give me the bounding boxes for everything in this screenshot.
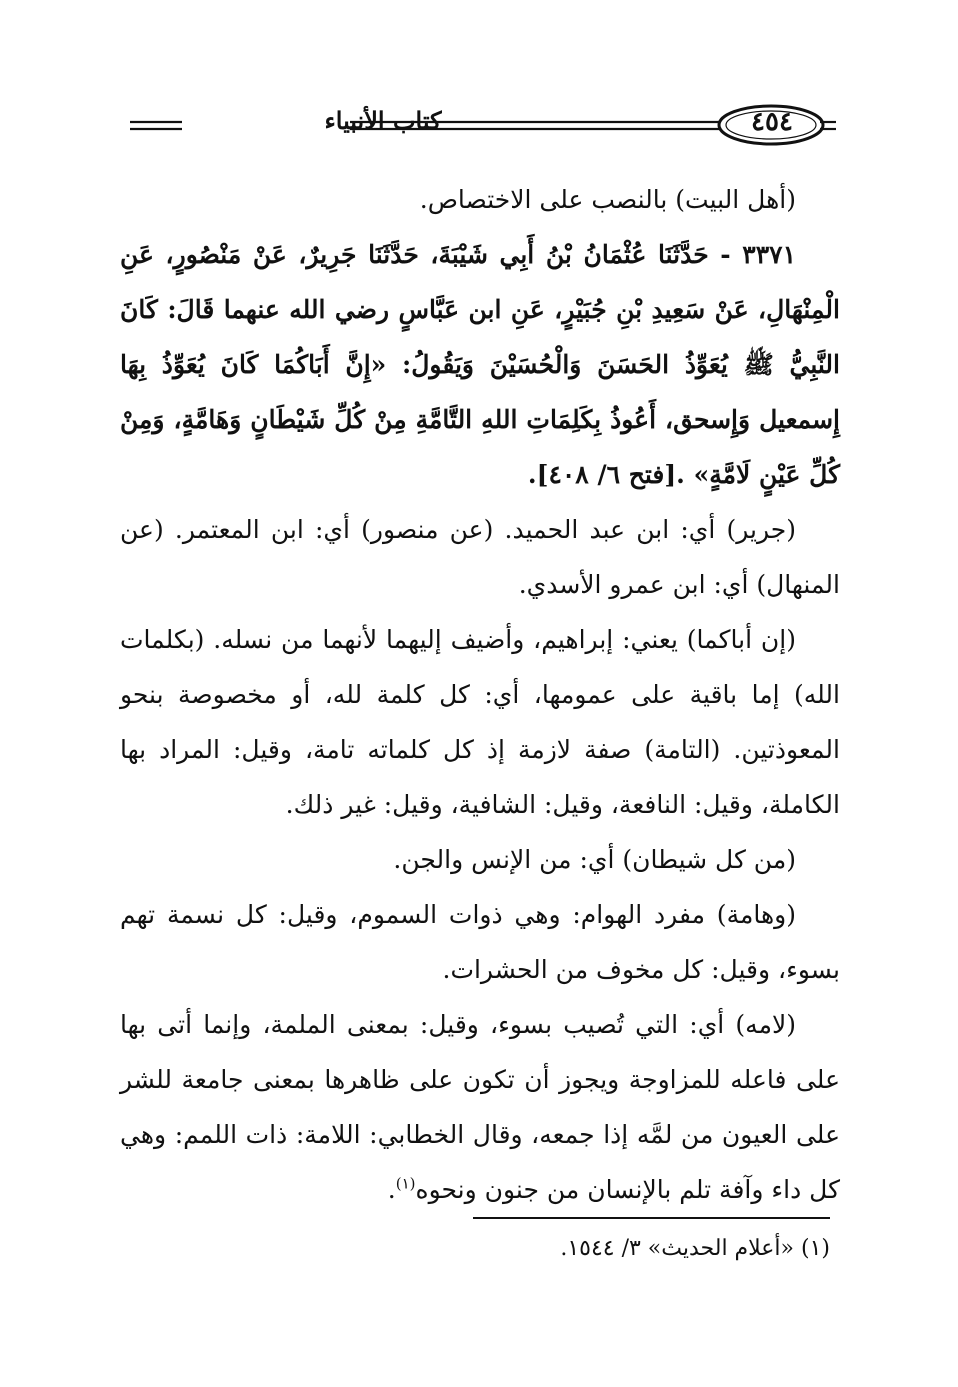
paragraph-explanation: (إن أباكما) يعني: إبراهيم، وأضيف إليهما لأنهما من نسله. (بكلمات الله) إما باقية على عمومها، أي: كل كلمة لله، أو مخصوصة بنحو المعوذتين. (التامة) صفة لازمة إذ كل كلماته تامة، وقيل: المراد بها الكاملة، وقيل: النافعة، وقيل: الشافية، وقيل: غير ذلك. [120, 625, 840, 819]
paragraph-lamma-end: . [387, 1175, 396, 1204]
paragraph-hamma: (وهامة) مفرد الهوام: وهي ذوات السموم، وقيل: كل نسمة تهم بسوء، وقيل: كل مخوف من الحشرات. [120, 900, 840, 984]
footnote-reference[interactable]: (١) [395, 1174, 416, 1193]
footnote: (١) «أعلام الحديث» ٣/ ١٥٤٤. [560, 1236, 830, 1261]
paragraph-lamma-text: (لامه) أي: التي تُصيب بسوء، وقيل: بمعنى الملمة، وإنما أتى بها على فاعله للمزاوجة ويجوز أن تكون على ظاهرها بمعنى جامعة للشر على العيون من لمَّه إذا جمعه، وقال الخطابي: اللامة: ذات اللمم: وهي كل داء وآفة تلم بالإنسان من جنون ونحوه [120, 1010, 840, 1204]
footnote-separator [473, 1217, 830, 1219]
page-header [120, 100, 840, 156]
page-number: ٤٥٤ [751, 107, 793, 137]
paragraph-narrators: (جرير) أي: ابن عبد الحميد. (عن منصور) أي: ابن المعتمر. (عن المنهال) أي: ابن عمرو الأسدي. [120, 515, 840, 599]
main-text [120, 172, 840, 1217]
book-title: كتاب الأنبياء [324, 106, 442, 135]
hadith-text: ٣٣٧١ - حَدَّثَنَا عُثْمَانُ بْنُ أَبِي شَيْبَةَ، حَدَّثَنَا جَرِيرٌ، عَنْ مَنْصُورٍ، عَنِ الْمِنْهَالِ، عَنْ سَعِيدِ بْنِ جُبَيْرٍ، عَنِ ابن عَبَّاسٍ رضي الله عنهما قَالَ: كَانَ النَّبِيُّ ﷺ يُعَوِّذُ الحَسَنَ وَالْحُسَيْنَ وَيَقُولُ: «إِنَّ أَبَاكُمَا كَانَ يُعَوِّذُ بِهَا إِسمعيل وَإِسحق، أَعُوذُ بِكَلِمَاتِ اللهِ التَّامَّةِ مِنْ كُلِّ شَيْطَانٍ وَهَامَّةٍ، وَمِنْ كُلِّ عَيْنٍ لَامَّةٍ» .[فتح ٦/ ٤٠٨]. [120, 240, 840, 489]
paragraph-lamma [120, 997, 840, 1217]
paragraph-intro: (أهل البيت) بالنصب على الاختصاص. [419, 185, 796, 214]
paragraph-shaytan: (من كل شيطان) أي: من الإنس والجن. [393, 845, 796, 874]
